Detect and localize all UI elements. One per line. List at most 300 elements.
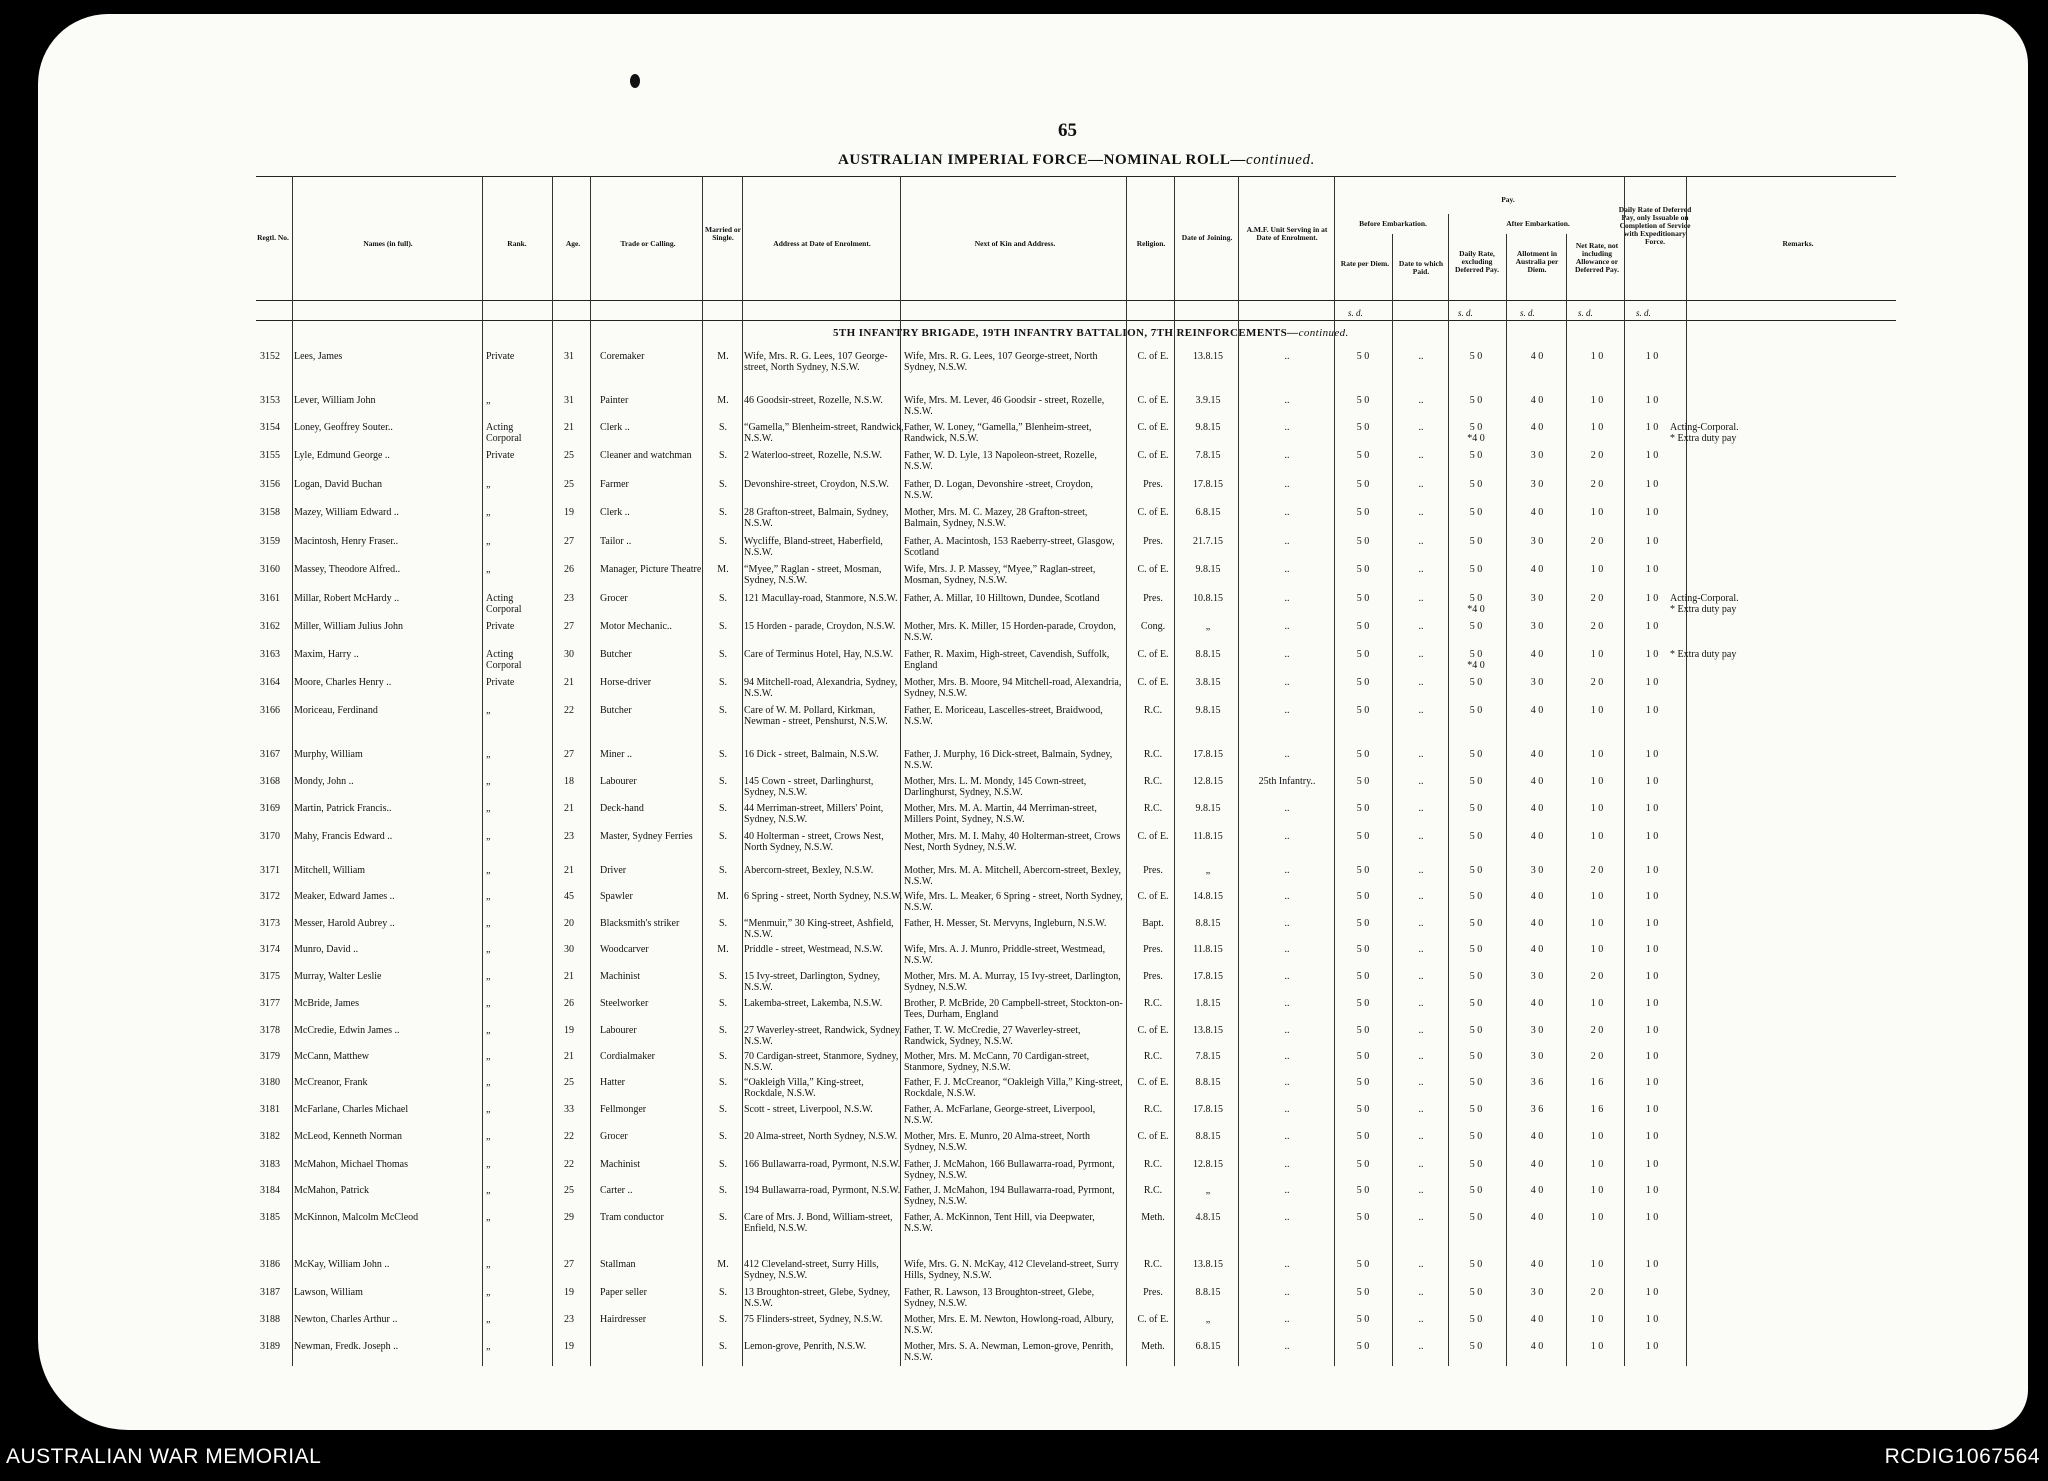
cell-allotment: 4 0 xyxy=(1530,998,1544,1009)
cell-next-of-kin: Father, R. Maxim, High-street, Cavendish, Suffolk, England xyxy=(904,649,1110,671)
cell-allotment: 4 0 xyxy=(1530,1185,1544,1196)
cell-date-joining: 7.8.15 xyxy=(1195,450,1221,461)
cell-married: S. xyxy=(718,593,728,604)
cell-age: 25 xyxy=(564,479,574,490)
cell-name: Moore, Charles Henry .. xyxy=(294,677,392,688)
cell-rank: „ xyxy=(486,749,491,760)
cell-address: 27 Waverley-street, Randwick, Sydney, N.S.W. xyxy=(744,1025,902,1047)
header-remarks: Remarks. xyxy=(1782,239,1814,248)
header-pay: Pay. xyxy=(1501,195,1515,204)
cell-address: 6 Spring - street, North Sydney, N.S.W. xyxy=(744,891,903,902)
cell-date-paid: .. xyxy=(1418,351,1424,362)
cell-address: “Menmuir,” 30 King-street, Ashfield, N.S.W. xyxy=(744,918,894,940)
cell-address: 145 Cown - street, Darlinghurst, Sydney, N.S.W. xyxy=(744,776,874,798)
cell-rate-per-diem: 5 0 xyxy=(1356,971,1370,982)
cell-rate-per-diem: 5 0 xyxy=(1356,1212,1370,1223)
cell-age: 25 xyxy=(564,450,574,461)
cell-daily-rate: 5 0 xyxy=(1469,351,1483,362)
cell-next-of-kin: Mother, Mrs. M. McCann, 70 Cardigan-street, Stanmore, Sydney, N.S.W. xyxy=(904,1051,1090,1073)
cell-unit: .. xyxy=(1284,1159,1290,1170)
cell-unit: .. xyxy=(1284,749,1290,760)
cell-unit: .. xyxy=(1284,1077,1290,1088)
header-married: Married or Single. xyxy=(704,225,742,242)
cell-date-joining: 3.9.15 xyxy=(1195,395,1221,406)
cell-trade: Carter .. xyxy=(600,1185,633,1196)
cell-religion: C. of E. xyxy=(1137,831,1169,842)
cell-age: 23 xyxy=(564,831,574,842)
cell-date-paid: .. xyxy=(1418,1131,1424,1142)
cell-unit: .. xyxy=(1284,1131,1290,1142)
cell-next-of-kin: Wife, Mrs. G. N. McKay, 412 Cleveland-street, Surry Hills, Sydney, N.S.W. xyxy=(904,1259,1119,1281)
cell-address: “Oakleigh Villa,” King-street, Rockdale, N.S.W. xyxy=(744,1077,864,1099)
cell-regtl-no: 3172 xyxy=(260,891,280,902)
column-divider xyxy=(552,176,553,1366)
cell-name: Lyle, Edmund George .. xyxy=(294,450,390,461)
cell-allotment: 4 0 xyxy=(1530,1259,1544,1270)
cell-married: S. xyxy=(718,1104,728,1115)
cell-deferred-pay: 1 0 xyxy=(1645,998,1659,1009)
cell-daily-rate: 5 0 xyxy=(1469,705,1483,716)
cell-address: “Myee,” Raglan - street, Mosman, Sydney, N.S.W. xyxy=(744,564,882,586)
cell-date-joining: 1.8.15 xyxy=(1195,998,1221,1009)
cell-rate-per-diem: 5 0 xyxy=(1356,1051,1370,1062)
column-divider xyxy=(1174,176,1175,1366)
cell-date-paid: .. xyxy=(1418,479,1424,490)
cell-daily-rate: 5 0 xyxy=(1469,1212,1483,1223)
cell-deferred-pay: 1 0 xyxy=(1645,450,1659,461)
cell-date-joining: 12.8.15 xyxy=(1193,1159,1223,1170)
cell-rate-per-diem: 5 0 xyxy=(1356,944,1370,955)
cell-unit: .. xyxy=(1284,1314,1290,1325)
cell-trade: Cordialmaker xyxy=(600,1051,655,1062)
cell-net-rate: 1 6 xyxy=(1590,1104,1604,1115)
cell-married: S. xyxy=(718,1287,728,1298)
cell-trade: Grocer xyxy=(600,1131,628,1142)
cell-religion: R.C. xyxy=(1143,1159,1163,1170)
cell-daily-rate: 5 0 xyxy=(1469,1159,1483,1170)
cell-married: S. xyxy=(718,971,728,982)
cell-next-of-kin: Mother, Mrs. B. Moore, 94 Mitchell-road, Alexandria, Sydney, N.S.W. xyxy=(904,677,1122,699)
cell-daily-rate: 5 0 xyxy=(1469,776,1483,787)
cell-deferred-pay: 1 0 xyxy=(1645,891,1659,902)
cell-address: 40 Holterman - street, Crows Nest, North Sydney, N.S.W. xyxy=(744,831,884,853)
cell-next-of-kin: Wife, Mrs. R. G. Lees, 107 George-street, North Sydney, N.S.W. xyxy=(904,351,1098,373)
cell-date-joining: 21.7.15 xyxy=(1193,536,1223,547)
cell-regtl-no: 3175 xyxy=(260,971,280,982)
cell-married: S. xyxy=(718,479,728,490)
cell-regtl-no: 3163 xyxy=(260,649,280,660)
cell-regtl-no: 3161 xyxy=(260,593,280,604)
cell-allotment: 3 0 xyxy=(1530,1287,1544,1298)
cell-trade: Labourer xyxy=(600,776,637,787)
cell-address: 75 Flinders-street, Sydney, N.S.W. xyxy=(744,1314,883,1325)
cell-date-joining: „ xyxy=(1205,1185,1211,1196)
cell-net-rate: 1 0 xyxy=(1590,831,1604,842)
cell-address: Care of W. M. Pollard, Kirkman, Newman - street, Penshurst, N.S.W. xyxy=(744,705,888,727)
cell-married: S. xyxy=(718,998,728,1009)
cell-net-rate: 1 0 xyxy=(1590,918,1604,929)
cell-date-paid: .. xyxy=(1418,621,1424,632)
cell-deferred-pay: 1 0 xyxy=(1645,1131,1659,1142)
cell-married: S. xyxy=(718,536,728,547)
cell-trade: Stallman xyxy=(600,1259,636,1270)
cell-next-of-kin: Mother, Mrs. E. M. Newton, Howlong-road, Albury, N.S.W. xyxy=(904,1314,1114,1336)
cell-rate-per-diem: 5 0 xyxy=(1356,621,1370,632)
cell-date-paid: .. xyxy=(1418,803,1424,814)
cell-allotment: 4 0 xyxy=(1530,351,1544,362)
cell-daily-rate: 5 0 xyxy=(1469,450,1483,461)
cell-address: 2 Waterloo-street, Rozelle, N.S.W. xyxy=(744,450,883,461)
cell-name: Mitchell, William xyxy=(294,865,366,876)
cell-net-rate: 2 0 xyxy=(1590,536,1604,547)
cell-rate-per-diem: 5 0 xyxy=(1356,479,1370,490)
cell-daily-rate: 5 0 xyxy=(1469,1314,1483,1325)
header-before-embarkation: Before Embarkation. xyxy=(1359,219,1427,228)
column-divider xyxy=(742,176,743,1366)
column-divider xyxy=(1334,176,1335,1366)
cell-regtl-no: 3169 xyxy=(260,803,280,814)
cell-allotment: 4 0 xyxy=(1530,749,1544,760)
cell-religion: C. of E. xyxy=(1137,1314,1169,1325)
cell-rate-per-diem: 5 0 xyxy=(1356,649,1370,660)
cell-unit: .. xyxy=(1284,891,1290,902)
cell-religion: Pres. xyxy=(1143,479,1163,490)
cell-unit: .. xyxy=(1284,1287,1290,1298)
cell-regtl-no: 3152 xyxy=(260,351,280,362)
cell-allotment: 4 0 xyxy=(1530,944,1544,955)
cell-religion: Bapt. xyxy=(1142,918,1164,929)
cell-daily-rate: 5 0 xyxy=(1469,918,1483,929)
page-number: 65 xyxy=(1058,120,1077,141)
cell-address: 44 Merriman-street, Millers' Point, Sydney, N.S.W. xyxy=(744,803,884,825)
cell-remarks: * Extra duty pay xyxy=(1670,649,1737,660)
cell-deferred-pay: 1 0 xyxy=(1645,918,1659,929)
cell-daily-rate: 5 0 xyxy=(1469,998,1483,1009)
cell-unit: .. xyxy=(1284,450,1290,461)
cell-rate-per-diem: 5 0 xyxy=(1356,749,1370,760)
cell-date-joining: 17.8.15 xyxy=(1193,749,1223,760)
cell-allotment: 3 0 xyxy=(1530,450,1544,461)
header-allotment: Allotment in Australia per Diem. xyxy=(1515,249,1559,274)
cell-next-of-kin: Wife, Mrs. L. Meaker, 6 Spring - street, North Sydney, N.S.W. xyxy=(904,891,1123,913)
cell-net-rate: 1 0 xyxy=(1590,351,1604,362)
cell-net-rate: 2 0 xyxy=(1590,971,1604,982)
cell-trade: Manager, Picture Theatre xyxy=(600,564,702,575)
header-rank: Rank. xyxy=(507,239,527,248)
cell-religion: Pres. xyxy=(1143,593,1163,604)
cell-date-joining: 14.8.15 xyxy=(1193,891,1223,902)
cell-deferred-pay: 1 0 xyxy=(1645,1314,1659,1325)
cell-married: S. xyxy=(718,1131,728,1142)
cell-daily-rate: 5 0 xyxy=(1469,1077,1483,1088)
cell-rate-per-diem: 5 0 xyxy=(1356,1104,1370,1115)
cell-name: McCredie, Edwin James .. xyxy=(294,1025,400,1036)
cell-unit: .. xyxy=(1284,865,1290,876)
cell-age: 27 xyxy=(564,749,574,760)
cell-name: Mondy, John .. xyxy=(294,776,354,787)
cell-date-paid: .. xyxy=(1418,998,1424,1009)
cell-rate-per-diem: 5 0 xyxy=(1356,803,1370,814)
cell-next-of-kin: Mother, Mrs. S. A. Newman, Lemon-grove, Penrith, N.S.W. xyxy=(904,1341,1114,1363)
cell-net-rate: 1 0 xyxy=(1590,998,1604,1009)
cell-net-rate: 1 0 xyxy=(1590,1259,1604,1270)
cell-deferred-pay: 1 0 xyxy=(1645,1212,1659,1223)
header-regtl-no: Regtl. No. xyxy=(257,233,289,242)
cell-rank: „ xyxy=(486,998,491,1009)
cell-net-rate: 2 0 xyxy=(1590,1287,1604,1298)
unit-label: s. d. xyxy=(1520,308,1535,318)
header-date-joining: Date of Joining. xyxy=(1181,233,1233,242)
cell-next-of-kin: Father, E. Moriceau, Lascelles-street, Braidwood, N.S.W. xyxy=(904,705,1103,727)
cell-address: Priddle - street, Westmead, N.S.W. xyxy=(744,944,883,955)
cell-rate-per-diem: 5 0 xyxy=(1356,507,1370,518)
cell-regtl-no: 3185 xyxy=(260,1212,280,1223)
cell-date-paid: .. xyxy=(1418,1025,1424,1036)
cell-rate-per-diem: 5 0 xyxy=(1356,998,1370,1009)
cell-unit: .. xyxy=(1284,1259,1290,1270)
cell-next-of-kin: Wife, Mrs. M. Lever, 46 Goodsir - street, Rozelle, N.S.W. xyxy=(904,395,1105,417)
cell-age: 21 xyxy=(564,803,574,814)
cell-unit: .. xyxy=(1284,918,1290,929)
cell-trade: Miner .. xyxy=(600,749,632,760)
cell-name: Messer, Harold Aubrey .. xyxy=(294,918,395,929)
cell-date-joining: 7.8.15 xyxy=(1195,1051,1221,1062)
cell-regtl-no: 3170 xyxy=(260,831,280,842)
unit-label: s. d. xyxy=(1458,308,1473,318)
cell-rank: „ xyxy=(486,944,491,955)
header-unit: A.M.F. Unit Serving in at Date of Enrolment. xyxy=(1246,225,1328,242)
cell-date-joining: 8.8.15 xyxy=(1195,1077,1221,1088)
cell-regtl-no: 3182 xyxy=(260,1131,280,1142)
cell-net-rate: 2 0 xyxy=(1590,1051,1604,1062)
cell-religion: Meth. xyxy=(1141,1212,1165,1223)
cell-regtl-no: 3160 xyxy=(260,564,280,575)
cell-rank: „ xyxy=(486,1341,491,1352)
cell-married: S. xyxy=(718,422,728,433)
cell-address: 121 Macullay-road, Stanmore, N.S.W. xyxy=(744,593,898,604)
cell-rank: „ xyxy=(486,1314,491,1325)
cell-allotment: 4 0 xyxy=(1530,831,1544,842)
cell-next-of-kin: Mother, Mrs. M. A. Mitchell, Abercorn-street, Bexley, N.S.W. xyxy=(904,865,1121,887)
cell-rate-per-diem: 5 0 xyxy=(1356,1077,1370,1088)
cell-allotment: 4 0 xyxy=(1530,1131,1544,1142)
cell-allotment: 4 0 xyxy=(1530,1341,1544,1352)
cell-religion: Pres. xyxy=(1143,971,1163,982)
cell-deferred-pay: 1 0 xyxy=(1645,776,1659,787)
cell-name: Murray, Walter Leslie xyxy=(294,971,382,982)
cell-trade: Machinist xyxy=(600,971,640,982)
cell-net-rate: 1 0 xyxy=(1590,891,1604,902)
cell-age: 21 xyxy=(564,422,574,433)
cell-daily-rate: 5 0 xyxy=(1469,479,1483,490)
unit-label: s. d. xyxy=(1636,308,1651,318)
cell-unit: .. xyxy=(1284,621,1290,632)
cell-net-rate: 1 0 xyxy=(1590,422,1604,433)
cell-date-paid: .. xyxy=(1418,1077,1424,1088)
cell-rank: „ xyxy=(486,536,491,547)
cell-deferred-pay: 1 0 xyxy=(1645,677,1659,688)
cell-name: Macintosh, Henry Fraser.. xyxy=(294,536,399,547)
cell-regtl-no: 3183 xyxy=(260,1159,280,1170)
cell-name: Moriceau, Ferdinand xyxy=(294,705,378,716)
cell-name: Newman, Fredk. Joseph .. xyxy=(294,1341,399,1352)
cell-trade: Grocer xyxy=(600,593,628,604)
cell-allotment: 3 0 xyxy=(1530,677,1544,688)
cell-regtl-no: 3153 xyxy=(260,395,280,406)
cell-allotment: 4 0 xyxy=(1530,1159,1544,1170)
cell-allotment: 3 0 xyxy=(1530,971,1544,982)
cell-rank: Private xyxy=(486,621,515,632)
cell-trade: Coremaker xyxy=(600,351,645,362)
cell-deferred-pay: 1 0 xyxy=(1645,593,1659,604)
cell-age: 19 xyxy=(564,1287,574,1298)
column-divider xyxy=(1506,234,1507,1366)
cell-daily-rate: 5 0 xyxy=(1469,971,1483,982)
cell-date-joining: 8.8.15 xyxy=(1195,1131,1221,1142)
cell-married: S. xyxy=(718,507,728,518)
cell-date-paid: .. xyxy=(1418,649,1424,660)
cell-net-rate: 1 0 xyxy=(1590,1212,1604,1223)
cell-married: S. xyxy=(718,649,728,660)
column-divider xyxy=(1392,234,1393,1366)
cell-rank: „ xyxy=(486,831,491,842)
cell-married: M. xyxy=(717,351,729,362)
cell-age: 19 xyxy=(564,1341,574,1352)
cell-net-rate: 2 0 xyxy=(1590,450,1604,461)
cell-address: Lakemba-street, Lakemba, N.S.W. xyxy=(744,998,883,1009)
cell-rank: „ xyxy=(486,1159,491,1170)
cell-regtl-no: 3156 xyxy=(260,479,280,490)
cell-rank: „ xyxy=(486,1025,491,1036)
cell-date-joining: 12.8.15 xyxy=(1193,776,1223,787)
cell-allotment: 3 0 xyxy=(1530,479,1544,490)
cell-next-of-kin: Father, A. Millar, 10 Hilltown, Dundee, Scotland xyxy=(904,593,1100,604)
cell-married: M. xyxy=(717,891,729,902)
cell-religion: C. of E. xyxy=(1137,1025,1169,1036)
cell-rate-per-diem: 5 0 xyxy=(1356,593,1370,604)
cell-daily-rate: 5 0 xyxy=(1469,536,1483,547)
cell-address: 412 Cleveland-street, Surry Hills, Sydney, N.S.W. xyxy=(744,1259,879,1281)
column-divider xyxy=(1624,176,1625,1366)
cell-rank: „ xyxy=(486,479,491,490)
cell-next-of-kin: Mother, Mrs. M. A. Murray, 15 Ivy-street, Darlington, Sydney, N.S.W. xyxy=(904,971,1121,993)
cell-deferred-pay: 1 0 xyxy=(1645,422,1659,433)
cell-regtl-no: 3166 xyxy=(260,705,280,716)
cell-address: Care of Terminus Hotel, Hay, N.S.W. xyxy=(744,649,894,660)
header-rate-per-diem: Rate per Diem. xyxy=(1340,259,1390,268)
cell-trade: Deck-hand xyxy=(600,803,644,814)
cell-next-of-kin: Mother, Mrs. K. Miller, 15 Horden-parade, Croydon, N.S.W. xyxy=(904,621,1116,643)
cell-unit: .. xyxy=(1284,422,1290,433)
cell-rank: „ xyxy=(486,803,491,814)
cell-rank: „ xyxy=(486,776,491,787)
cell-daily-rate: 5 0 xyxy=(1469,749,1483,760)
cell-age: 23 xyxy=(564,1314,574,1325)
cell-date-joining: 11.8.15 xyxy=(1193,944,1223,955)
cell-rank: „ xyxy=(486,1077,491,1088)
cell-allotment: 3 0 xyxy=(1530,1025,1544,1036)
column-divider xyxy=(1448,214,1449,1366)
cell-date-joining: 13.8.15 xyxy=(1193,351,1223,362)
cell-rank: „ xyxy=(486,918,491,929)
cell-date-paid: .. xyxy=(1418,1159,1424,1170)
header-date-paid: Date to which Paid. xyxy=(1398,259,1444,276)
cell-date-joining: 6.8.15 xyxy=(1195,507,1221,518)
cell-date-paid: .. xyxy=(1418,1287,1424,1298)
cell-date-paid: .. xyxy=(1418,1185,1424,1196)
cell-trade: Woodcarver xyxy=(600,944,649,955)
cell-name: Martin, Patrick Francis.. xyxy=(294,803,392,814)
cell-date-paid: .. xyxy=(1418,677,1424,688)
cell-date-joining: 11.8.15 xyxy=(1193,831,1223,842)
cell-age: 22 xyxy=(564,1131,574,1142)
cell-unit: .. xyxy=(1284,998,1290,1009)
cell-next-of-kin: Father, H. Messer, St. Mervyns, Ingleburn, N.S.W. xyxy=(904,918,1107,929)
cell-name: McCann, Matthew xyxy=(294,1051,369,1062)
cell-date-paid: .. xyxy=(1418,1212,1424,1223)
cell-age: 19 xyxy=(564,1025,574,1036)
cell-rate-per-diem: 5 0 xyxy=(1356,1341,1370,1352)
cell-name: Munro, David .. xyxy=(294,944,359,955)
cell-age: 21 xyxy=(564,865,574,876)
cell-allotment: 4 0 xyxy=(1530,1314,1544,1325)
cell-religion: C. of E. xyxy=(1137,395,1169,406)
header-next-of-kin: Next of Kin and Address. xyxy=(974,239,1056,248)
cell-deferred-pay: 1 0 xyxy=(1645,1259,1659,1270)
cell-religion: Pres. xyxy=(1143,536,1163,547)
cell-allotment: 3 6 xyxy=(1530,1077,1544,1088)
cell-age: 31 xyxy=(564,395,574,406)
cell-regtl-no: 3189 xyxy=(260,1341,280,1352)
footer-source: AUSTRALIAN WAR MEMORIAL xyxy=(6,1445,322,1468)
cell-date-paid: .. xyxy=(1418,1104,1424,1115)
cell-rank: „ xyxy=(486,865,491,876)
cell-trade: Labourer xyxy=(600,1025,637,1036)
cell-daily-rate: 5 0 xyxy=(1469,564,1483,575)
cell-regtl-no: 3174 xyxy=(260,944,280,955)
page-title: AUSTRALIAN IMPERIAL FORCE—NOMINAL ROLL—continued. xyxy=(838,152,1315,168)
cell-regtl-no: 3186 xyxy=(260,1259,280,1270)
cell-religion: R.C. xyxy=(1143,998,1163,1009)
cell-unit: .. xyxy=(1284,1341,1290,1352)
cell-age: 33 xyxy=(564,1104,574,1115)
cell-address: 20 Alma-street, North Sydney, N.S.W. xyxy=(744,1131,898,1142)
cell-unit: .. xyxy=(1284,1212,1290,1223)
cell-date-joining: 17.8.15 xyxy=(1193,971,1223,982)
cell-net-rate: 1 0 xyxy=(1590,1159,1604,1170)
cell-name: McMahon, Michael Thomas xyxy=(294,1159,408,1170)
cell-rank: Acting Corporal xyxy=(486,593,522,615)
cell-next-of-kin: Father, F. J. McCreanor, “Oakleigh Villa,” King-street, Rockdale, N.S.W. xyxy=(904,1077,1123,1099)
cell-daily-rate: 5 0 *4 0 xyxy=(1467,422,1485,444)
cell-rank: „ xyxy=(486,705,491,716)
cell-name: McFarlane, Charles Michael xyxy=(294,1104,409,1115)
cell-name: Maxim, Harry .. xyxy=(294,649,359,660)
cell-next-of-kin: Brother, P. McBride, 20 Campbell-street, Stockton-on-Tees, Durham, England xyxy=(904,998,1123,1020)
cell-rank: Acting Corporal xyxy=(486,649,522,671)
cell-religion: Pres. xyxy=(1143,865,1163,876)
cell-rate-per-diem: 5 0 xyxy=(1356,677,1370,688)
cell-religion: C. of E. xyxy=(1137,677,1169,688)
cell-deferred-pay: 1 0 xyxy=(1645,831,1659,842)
cell-allotment: 4 0 xyxy=(1530,891,1544,902)
cell-net-rate: 1 0 xyxy=(1590,803,1604,814)
cell-next-of-kin: Father, R. Lawson, 13 Broughton-street, Glebe, Sydney, N.S.W. xyxy=(904,1287,1095,1309)
cell-date-joining: 3.8.15 xyxy=(1195,677,1221,688)
cell-rate-per-diem: 5 0 xyxy=(1356,536,1370,547)
cell-married: S. xyxy=(718,1185,728,1196)
cell-rank: „ xyxy=(486,971,491,982)
